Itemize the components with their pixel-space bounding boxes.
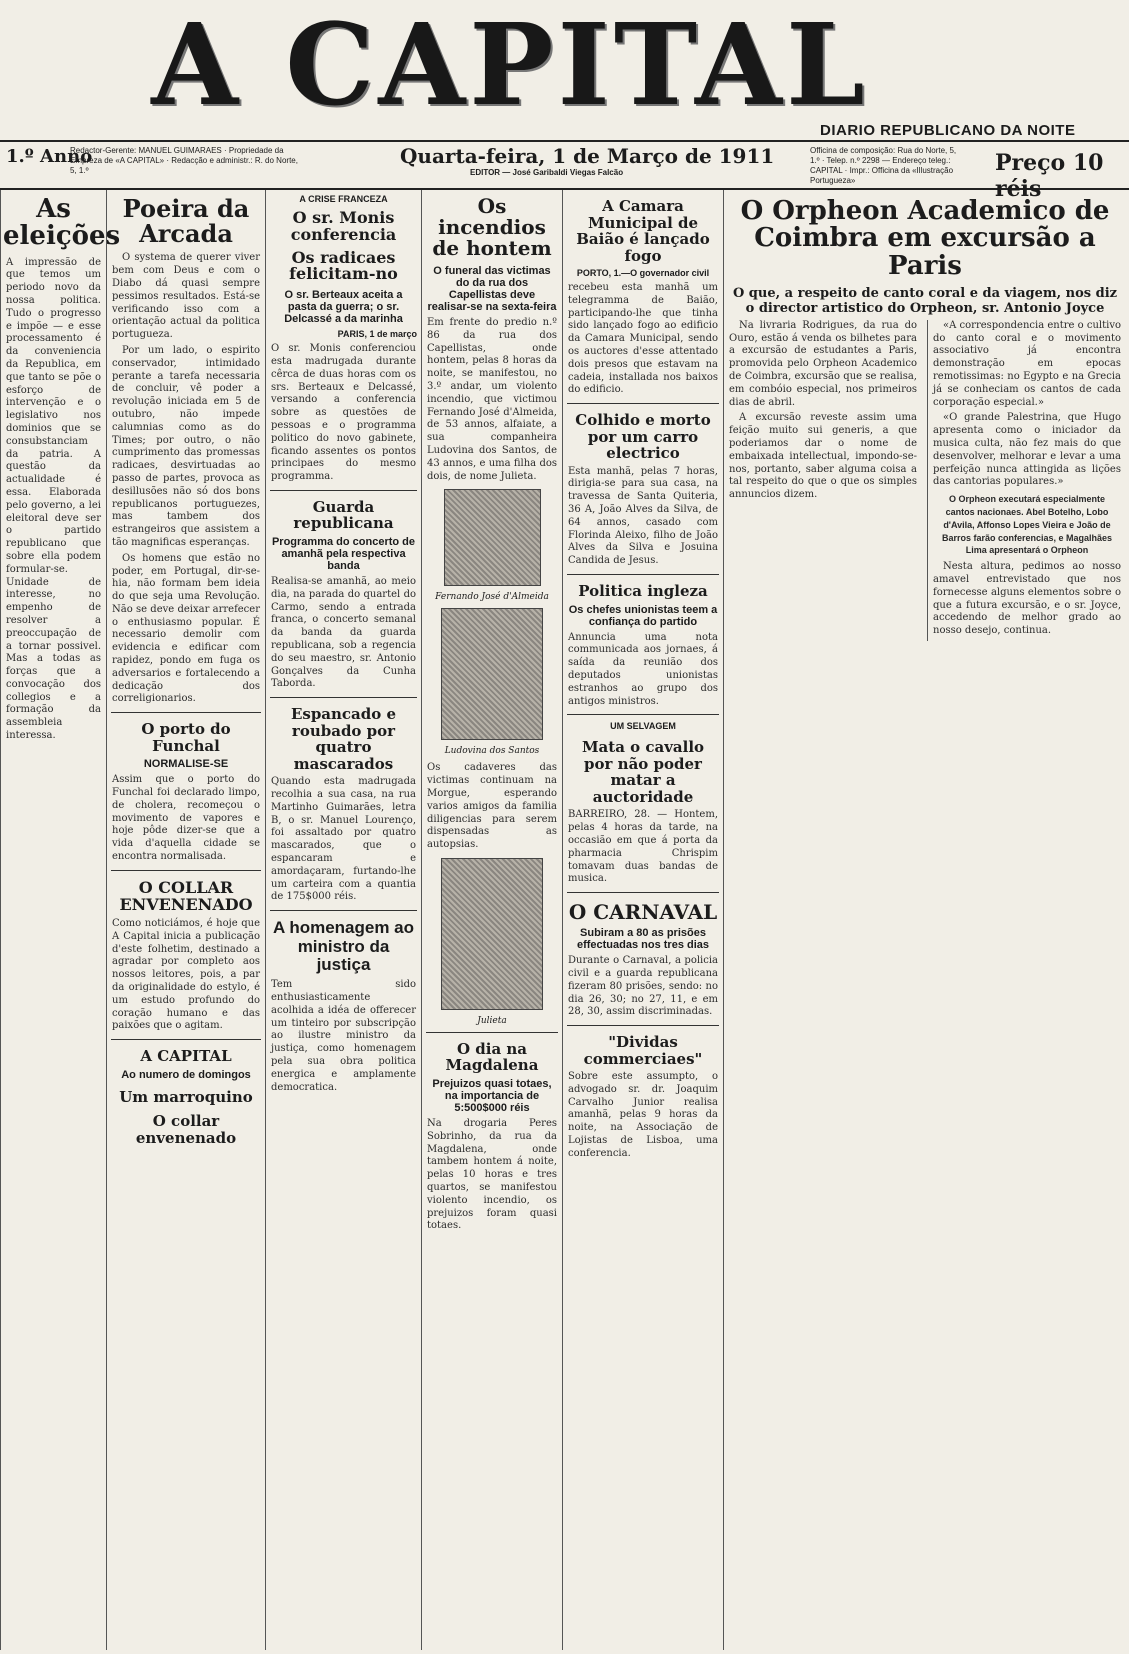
orpheon-paragraph: Nesta altura, pedimos ao nosso amavel entrevistado que nos fornecesse alguns elementos sobre o que a futura excursão, e o sr. Joyce, accedendo de melhor grado ao nosso desejo, continua. [933, 561, 1121, 637]
photo-ludovina [441, 608, 543, 740]
dividas-headline: "Dividas commerciaes" [583, 1033, 703, 1068]
collar-body: Como noticiámos, é hoje que A Capital inicia a publicação d'este folhetim, destinado a agradar por completo aos nossos leitores, pois, a par da originalidade do estylo, é um estudo profundo do coração humano e das paixões que o agitam. [112, 918, 260, 1032]
porto-dateline: PORTO, 1.—O governador civil [576, 268, 710, 278]
eleicoes-headline: As eleições [3, 194, 121, 252]
column-eleicoes [0, 190, 121, 1650]
officina-info: Officina de composição: Rua do Norte, 5, 1.º · Telep. n.º 2298 — Endereço teleg.: CAPITAL · Impr.: Officina da «Illustração Portugueza» [810, 146, 957, 185]
divider [270, 697, 417, 698]
divider [567, 403, 719, 404]
poeira-paragraph: Por um lado, o espirito conservador, intimidado perante a tarefa necessaria de concluir, vê poder a revolução iniciada em 5 de outubro, não impede calumnias como as do Times; por outro, o não cumprimento das promessas radicaes, desvirtuadas ao passo de partes, provoca as desillusões não só dos bons republicanos portuguezes, mas tambem dos estrangeiros que assistem a tão magnificas esperanças. [112, 344, 260, 548]
editor-line: EDITOR — José Garibaldi Viegas Falcão [470, 168, 624, 177]
column-orpheon [723, 190, 1126, 1650]
photo-fernando [444, 489, 541, 586]
divider [426, 1032, 558, 1033]
carnaval-headline: O CARNAVAL [568, 900, 718, 925]
funchal-subhead: NORMALISE-SE [143, 758, 229, 771]
orpheon-body-right [927, 320, 1121, 641]
divider [270, 490, 417, 491]
ad-marroquino: Um marroquino [119, 1087, 253, 1106]
divider [567, 892, 719, 893]
orpheon-subhead: O que, a respeito de canto coral e da viagem, nos diz o director artistico do Orpheon, sr. Antonio Joyce [732, 285, 1118, 316]
homenagem-headline: A homenagem ao ministro da justiça [272, 918, 415, 975]
monis-body: O sr. Monis conferenciou esta madrugada durante cêrca de duas horas com os srs. Berteaux e Delcassé, versando a conferencia sobre as questões de pessoas e o programma politico do novo gabinete, ficando assentes os pontos principaes do mesmo programma. [271, 343, 416, 483]
newspaper-subtitle: DIARIO REPUBLICANO DA NOITE [820, 122, 1076, 139]
divider [111, 712, 261, 713]
guarda-body: Realisa-se amanhã, ao meio dia, na parada do quartel do Carmo, sendo a entrada franca, o concerto semanal da banda da guarda republicana, sob a regencia do seu maestro, sr. Antonio Gonçalves da Cunha Taborda. [271, 575, 416, 690]
divider [111, 870, 261, 871]
baiao-body: recebeu esta manhã um telegramma de Baião, participando-lhe que tinha sido lançado fogo ao edificio da Camara Municipal, sendo os auctores d'esse attentado dois presos que estavam na cadeia, installada nos baixos do edificio. [568, 282, 718, 396]
funchal-headline: O porto do Funchal [141, 720, 231, 755]
photo-caption: Ludovina dos Santos [444, 746, 540, 757]
cavallo-headline: Mata o cavallo por não poder matar a auctoridade [581, 738, 705, 806]
poeira-paragraph: Os homens que estão no poder, em Portugal, dir-se-hia, não formam bem ideia do que seja uma Revolução. Não se deve deixar arrefecer o enthusiasmo popular. É necessario demolir com evidencia e edificar com rapidez, pondo em fuga os adversarios e fortalecendo a dedicação dos correligionarios. [112, 552, 260, 705]
guarda-headline: Guarda republicana [293, 497, 394, 533]
monis-subhead: O sr. Berteaux aceita a pasta da guerra; o sr. Delcassé a da marinha [284, 289, 403, 326]
incendios-headline: Os incendios de hontem [432, 194, 552, 260]
orpheon-paragraph: A excursão reveste assim uma feição muito sui generis, a que poderiamos dar o nome de embaixada intellectual, impondo-se-nos, portanto, saber alguma coisa a tal respeito do que o que os simples annuncios dizem. [729, 412, 917, 501]
orpheon-columns [724, 320, 1126, 641]
incendios-body-2: Os cadaveres das victimas continuam na Morgue, esperando varios amigos da familia diligencias para serem dispensadas as autopsias. [427, 762, 557, 851]
cavallo-body: BARREIRO, 28. — Hontem, pelas 4 horas da tarde, na occasião em que á porta da pharmacia Chrispim tomavam duas bandas de musica. [568, 809, 718, 885]
eleicoes-body: A impressão de que temos um periodo novo da nossa politica. Tudo o progresso e impõe — e esse processamento é da conveniencia da Republica, em que tanto se põe o esforço de intervenção e o legislativo nos dominios que se consubstanciam da patria. A questão da actualidade é essa. Elaborada pelo governo, a lei eleitoral deve ser o partido republicano que sobre ella podem formular-se. Unidade de interesse, no empenho de resolver a preoccupação de a tornar possivel. Mas a todas as forças que a convocação dos collegios e a formação da assembleia interessa. [6, 256, 101, 742]
electrico-body: Esta manhã, pelas 7 horas, dirigia-se para sua casa, na travessa de Santa Quiteria, 36 A, João Alves da Silva, de 64 annos, casado com Florinda Aleixo, filho de João Alves da Silva e Josuina Candida de Jesus. [568, 465, 718, 567]
orpheon-body-left [729, 320, 917, 641]
homenagem-body: Tem sido enthusiasticamente acolhida a idéa de offerecer um tinteiro por subscripção ao ilustre ministro da justiça, como homenagem pela sua obra politica energica e amplamente democratica. [271, 979, 416, 1093]
magdalena-subhead: Prejuizos quasi totaes, na importancia de 5:500$000 réis [432, 1077, 552, 1114]
poeira-headline: Poeira da Arcada [122, 194, 250, 249]
divider [111, 1039, 261, 1040]
incendios-subhead: O funeral das victimas do da rua dos Capellistas deve realisar-se na sexta-feira [427, 265, 557, 313]
guarda-subhead: Programma do concerto de amanhã pela respectiva banda [271, 535, 416, 572]
dividas-body: Sobre este assumpto, o advogado sr. dr. Joaquim Carvalho Junior realisa amanhã, pelas 9 horas da noite, na Associação de Lojistas de Lisboa, uma conferencia. [568, 1071, 718, 1159]
orpheon-paragraph: Na livraria Rodrigues, da rua do Ouro, estão á venda os bilhetes para a excursão de estudantes a Paris, promovida pelo Orpheon Academico de Coimbra, excursão que se realisa, em combóio especial, nos primeiros dias de abril. [729, 319, 917, 408]
baiao-headline: A Camara Municipal de Baião é lançado fogo [576, 197, 710, 265]
ad-capital: A CAPITAL [140, 1047, 232, 1066]
orpheon-note: O Orpheon executará especialmente cantos nacionaes. Abel Botelho, Lobo d'Avila, Affonso Lopes Vieira e João de Barros farão conferencias, e Magalhães Lima apresentará o Orpheon [941, 494, 1113, 556]
orpheon-headline: O Orpheon Academico de Coimbra em excursão a Paris [740, 196, 1110, 281]
magdalena-headline: O dia na Magdalena [445, 1039, 539, 1075]
carnaval-subhead: Subiram a 80 as prisões effectuadas nos tres dias [576, 927, 710, 952]
ad-domingos: Ao numero de domingos [121, 1068, 251, 1081]
issue-date: Quarta-feira, 1 de Março de 1911 [400, 144, 775, 168]
divider [567, 714, 719, 715]
electrico-headline: Colhido e morto por um carro electrico [575, 411, 711, 463]
column-monis [265, 190, 421, 1650]
crise-kicker: A CRISE FRANCEZA [299, 194, 388, 204]
photo-julieta [441, 858, 543, 1010]
selvagem-kicker: UM SELVAGEM [610, 721, 676, 732]
year-label: 1.º Anno [6, 146, 93, 167]
collar-headline: O COLLAR ENVENENADO [119, 877, 253, 915]
monis-headline: O sr. Monis conferencia [290, 208, 397, 244]
photo-caption: Fernando José d'Almeida [435, 592, 549, 603]
politica-body: Annuncia uma nota communicada aos jornaes, á saída da reunião dos deputados unionistas estranhos ao grupo dos antigos ministros. [568, 631, 718, 707]
incendios-body: Em frente do predio n.º 86 da rua dos Capellistas, onde hontem, pelas 8 horas da noite, se manifestou, no 3.º andar, um violento incendio, que victimou Fernando José d'Almeida, de 53 annos, alfaiate, a sua companheira Ludovina dos Santos, de 43 annos, e uma filha dos dois, de nome Julieta. [427, 317, 557, 482]
redaccao-info: Redactor-Gerente: MANUEL GUIMARAES · Propriedade da Empreza de «A CAPITAL» · Redacção e administr.: R. do Norte, 5, 1.º [70, 146, 298, 175]
divider [567, 574, 719, 575]
ad-collar: O collar envenenado [135, 1112, 237, 1147]
espancado-headline: Espancado e roubado por quatro mascarados [290, 705, 397, 773]
poeira-body [112, 252, 260, 706]
column-baiao [562, 190, 723, 1650]
funchal-body: Assim que o porto do Funchal foi declarado limpo, de cholera, recomeçou o movimento de vapores e hoje pôde dizer-se que a vida d'aquella cidade se encontra normalisada. [112, 774, 260, 863]
carnaval-body: Durante o Carnaval, a policia civil e a guarda republicana fizeram 80 prisões, sendo: no dia 26, 30; no 27, 11, e em 28, 30, assim discriminadas. [568, 955, 718, 1018]
column-poeira [106, 190, 265, 1650]
divider [567, 1025, 719, 1026]
newspaper-title: A CAPITAL [151, 0, 869, 131]
poeira-paragraph: O systema de querer viver bem com Deus e com o Diabo dá quasi sempre pessimos resultados. Está-se verificando isso com a orientação actual da politica portugueza. [112, 252, 260, 341]
masthead [0, 0, 1129, 150]
orpheon-paragraph: «O grande Palestrina, que Hugo apresenta como o iniciador da musica culta, não fez mais do que desenvolver, melhorar e levar a uma perfeição nunca attingida as lições das cantorias populares.» [933, 412, 1121, 488]
price-label: Preço 10 réis [995, 150, 1104, 202]
politica-headline: Politica ingleza [578, 582, 708, 601]
photo-caption: Julieta [477, 1015, 507, 1026]
radicaes-headline: Os radicaes felicitam-no [289, 247, 398, 284]
politica-subhead: Os chefes unionistas teem a confiança do partido [568, 603, 718, 628]
paris-dateline: PARIS, 1 de março [337, 329, 417, 340]
magdalena-body: Na drogaria Peres Sobrinho, da rua da Magdalena, onde tambem hontem á noite, pelas 10 horas e tres quartos, se manifestou violento incendio, os prejuizos foram quasi totaes. [427, 1117, 557, 1232]
column-incendios [421, 190, 562, 1650]
espancado-body: Quando esta madrugada recolhia a sua casa, na rua Martinho Guimarães, letra B, o sr. Manuel Lourenço, foi assaltado por quatro mascarados, que o espancaram e amordaçaram, furtando-lhe um carteira com a quantia de 175$000 réis. [271, 776, 416, 903]
divider [270, 910, 417, 911]
orpheon-paragraph: «A correspondencia entre o cultivo do canto coral e o movimento associativo já encontra demonstração em epocas remotissimas: no Egypto e na Grecia já se conheciam os cantos de cada corporação especial.» [933, 319, 1121, 408]
